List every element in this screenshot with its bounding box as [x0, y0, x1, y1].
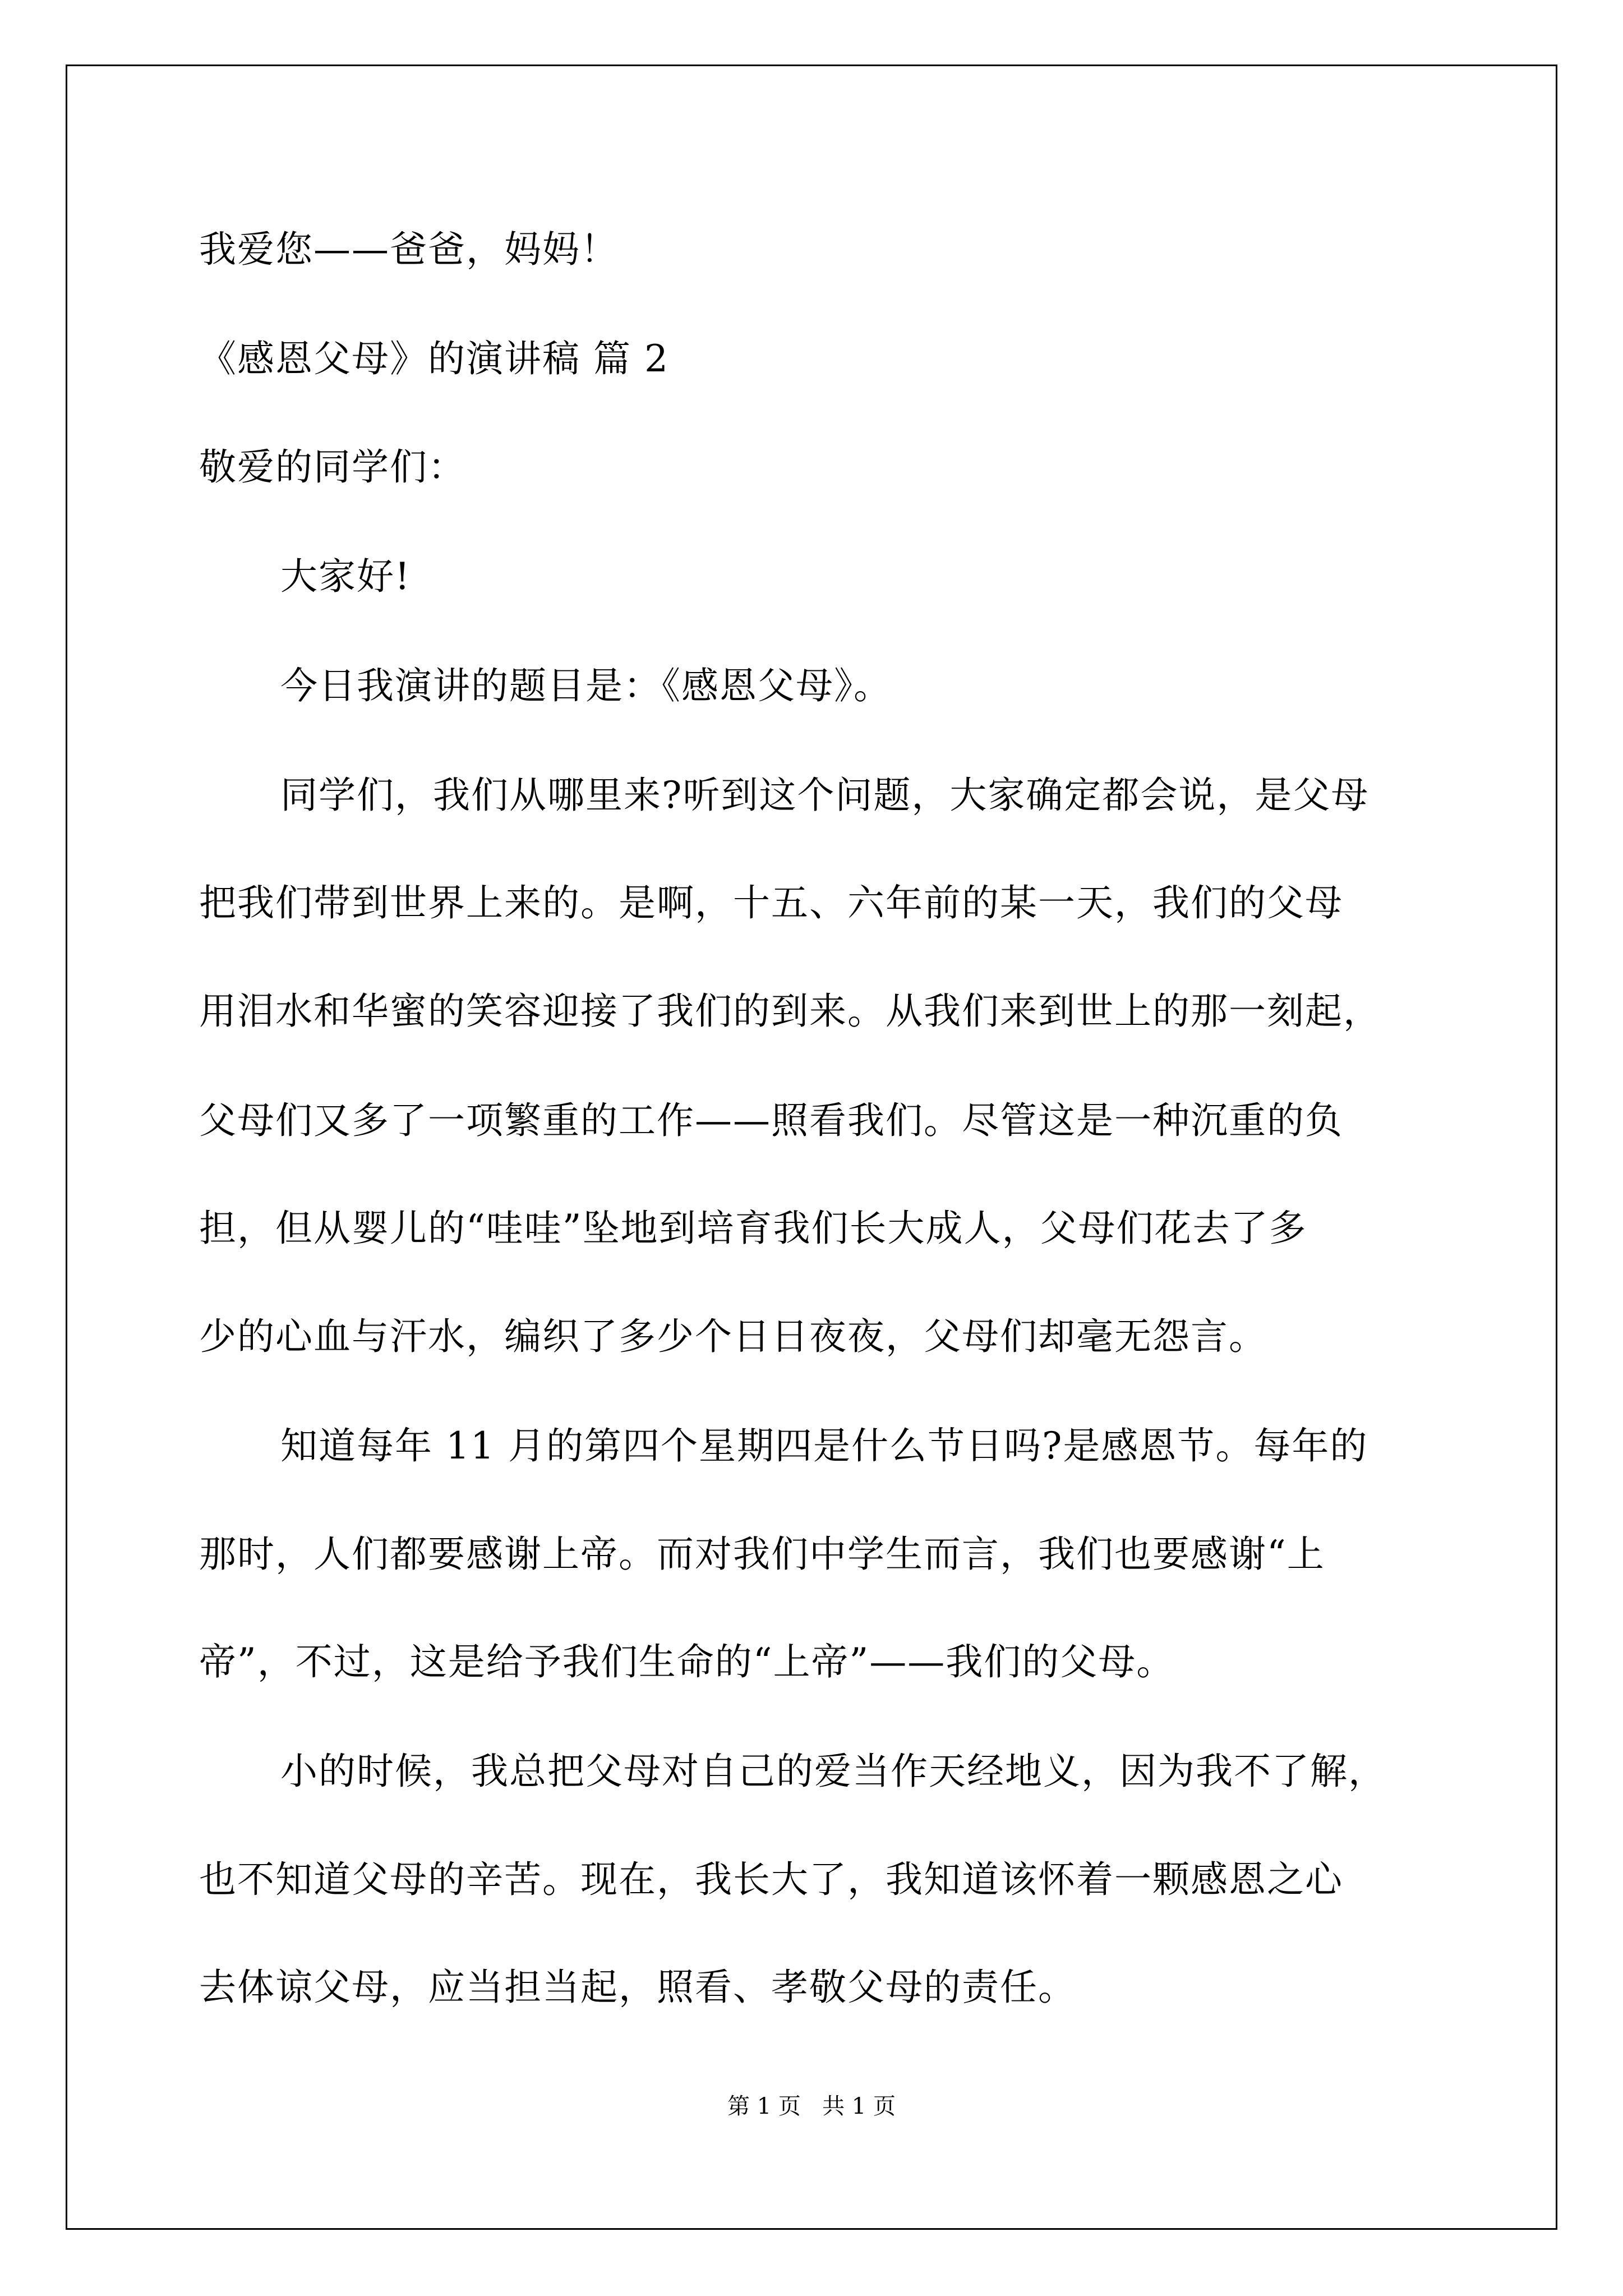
salutation: 敬爱的同学们： — [199, 445, 466, 489]
greeting: 大家好! — [280, 555, 411, 598]
paragraph-1-line-3: 用泪水和华蜜的笑容迎接了我们的到来。从我们来到世上的那一刻起， — [199, 990, 1381, 1033]
paragraph-2-line-3: 帝”，不过，这是给予我们生命的“上帝”——我们的父母。 — [199, 1640, 1175, 1683]
paragraph-3-line-3: 去体谅父母，应当担当起，照看、孝敬父母的责任。 — [199, 1966, 1076, 2009]
paragraph-1-line-5: 担，但从婴儿的“哇哇”坠地到培育我们长大成人，父母们花去了多 — [199, 1207, 1307, 1250]
section-title: 《感恩父母》的演讲稿 篇 2 — [199, 337, 669, 380]
paragraph-1-line-1: 同学们，我们从哪里来?听到这个问题，大家确定都会说，是父母 — [280, 774, 1370, 817]
paragraph-1-line-4: 父母们又多了一项繁重的工作——照看我们。尽管这是一种沉重的负 — [199, 1099, 1343, 1142]
paragraph-3-line-2: 也不知道父母的辛苦。现在，我长大了，我知道该怀着一颗感恩之心 — [199, 1858, 1343, 1901]
closing-line: 我爱您——爸爸，妈妈！ — [199, 228, 619, 271]
page-border — [66, 65, 1557, 2230]
paragraph-1-line-6: 少的心血与汗水，编织了多少个日日夜夜，父母们却毫无怨言。 — [199, 1315, 1267, 1358]
paragraph-1-line-2: 把我们带到世界上来的。是啊，十五、六年前的某一天，我们的父母 — [199, 881, 1343, 924]
topic-line: 今日我演讲的题目是：《感恩父母》。 — [280, 664, 892, 707]
paragraph-2-line-2: 那时，人们都要感谢上帝。而对我们中学生而言，我们也要感谢“上 — [199, 1533, 1325, 1576]
page-number-footer: 第 1 页 共 1 页 — [727, 2093, 896, 2119]
paragraph-3-line-1: 小的时候，我总把父母对自己的爱当作天经地义，因为我不了解， — [280, 1750, 1386, 1793]
paragraph-2-line-1: 知道每年 11 月的第四个星期四是什么节日吗?是感恩节。每年的 — [280, 1424, 1368, 1467]
